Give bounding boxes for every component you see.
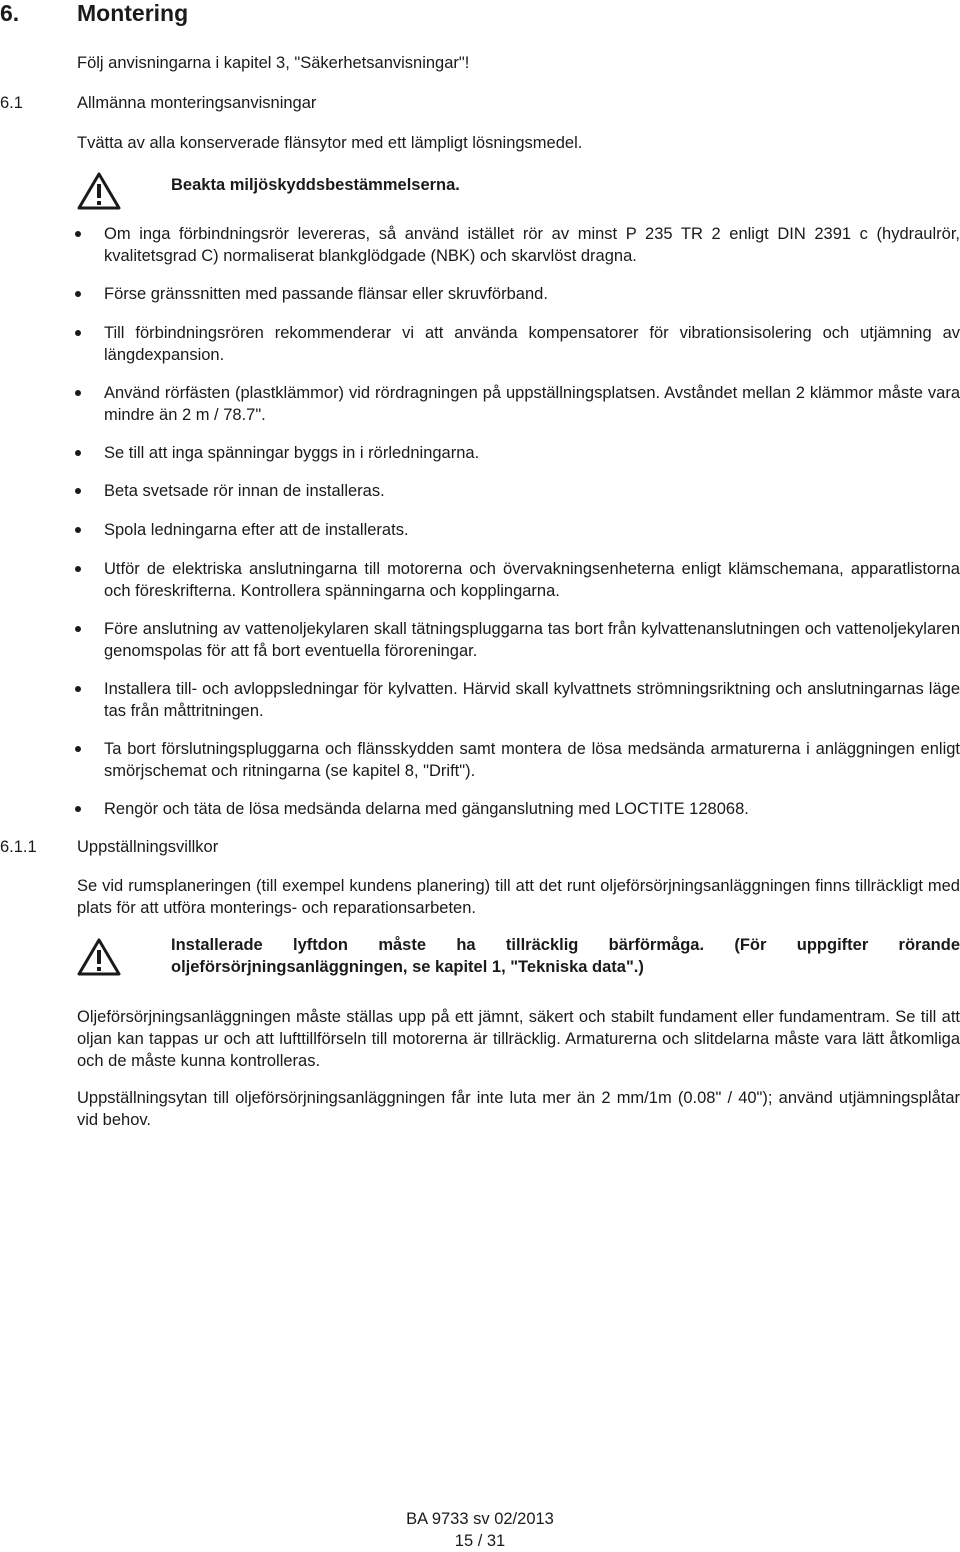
- intro-text: Följ anvisningarna i kapitel 3, "Säkerhetsanvisningar"!: [77, 54, 470, 72]
- footer-page-number: 15 / 31: [454, 1532, 506, 1550]
- list-item-text: Om inga förbindningsrör levereras, så använd istället rör av minst P 235 TR 2 enligt DIN 2391 c (hydraulrör, kvalitetsgrad C) normaliserat blankglödgade (NBK) och skarvlöst dragna.: [104, 225, 960, 265]
- bullet-icon: [75, 330, 81, 336]
- environment-warning: Beakta miljöskyddsbestämmelserna.: [171, 176, 460, 194]
- list-item-text: Förse gränssnitten med passande flänsar eller skruvförband.: [104, 285, 548, 303]
- bullet-icon: [75, 566, 81, 572]
- bullet-icon: [75, 746, 81, 752]
- setup-paragraph-3: Uppställningsytan till oljeförsörjningsanläggningen får inte luta mer än 2 mm/1m (0.08" / 40"); använd utjämningsplåtar vid behov.: [77, 1089, 960, 1129]
- section-6-1-1-title: Uppställningsvillkor: [77, 838, 219, 856]
- list-item-text: Se till att inga spänningar byggs in i rörledningarna.: [104, 444, 480, 462]
- chapter-number: 6.: [0, 0, 20, 26]
- footer-doc-id: BA 9733 sv 02/2013: [406, 1510, 554, 1528]
- list-item-text: Till förbindningsrören rekommenderar vi att använda kompensatorer för vibrationsisolering och utjämning av längdexpansion.: [104, 324, 960, 364]
- lifting-warning: Installerade lyftdon måste ha tillräcklig bärförmåga. (För uppgifter rörande oljeförsörjningsanläggningen, se kapitel 1, "Tekniska data".): [171, 936, 960, 976]
- list-item-text: Ta bort förslutningspluggarna och flänsskydden samt montera de lösa medsända armaturerna i anläggningen enligt smörjschemat och ritningarna (se kapitel 8, "Drift").: [104, 740, 960, 780]
- bullet-icon: [75, 450, 81, 456]
- bullet-icon: [75, 488, 81, 494]
- setup-paragraph-2: Oljeförsörjningsanläggningen måste ställas upp på ett jämnt, säkert och stabilt fundament eller fundamentram. Se till att oljan kan tappas ur och att lufttillförseln till motorerna är tillräcklig. Armaturerna och slitdelarna måste vara lätt åtkomliga och de måste kunna kontrolleras.: [77, 1008, 960, 1070]
- list-item-text: Rengör och täta de lösa medsända delarna med gänganslutning med LOCTITE 128068.: [104, 800, 749, 818]
- setup-paragraph-1: Se vid rumsplaneringen (till exempel kundens planering) till att det runt oljeförsörjningsanläggningen finns tillräckligt med plats för att utföra monterings- och reparationsarbeten.: [77, 877, 960, 917]
- list-item-text: Installera till- och avloppsledningar för kylvatten. Härvid skall kylvattnets strömningsriktning och anslutningarnas läge tas från måttritningen.: [104, 680, 960, 720]
- bullet-icon: [75, 291, 81, 297]
- list-item-text: Spola ledningarna efter att de installerats.: [104, 521, 409, 539]
- list-item-text: Före anslutning av vattenoljekylaren skall tätningspluggarna tas bort från kylvattenanslutningen och vattenoljekylaren genomspolas för att få bort eventuella föroreningar.: [104, 620, 960, 660]
- bullet-icon: [75, 686, 81, 692]
- list-item-text: Beta svetsade rör innan de installeras.: [104, 482, 385, 500]
- warning-triangle-icon: [77, 172, 121, 210]
- section-6-1-title: Allmänna monteringsanvisningar: [77, 94, 317, 112]
- section-6-1-text: Tvätta av alla konserverade flänsytor med ett lämpligt lösningsmedel.: [77, 134, 583, 152]
- list-item-text: Använd rörfästen (plastklämmor) vid rördragningen på uppställningsplatsen. Avståndet mellan 2 klämmor måste vara mindre än 2 m / 78.7".: [104, 384, 960, 424]
- section-6-1-1-number: 6.1.1: [0, 838, 37, 856]
- chapter-title: Montering: [77, 0, 189, 26]
- bullet-icon: [75, 390, 81, 396]
- bullet-icon: [75, 626, 81, 632]
- warning-triangle-icon: [77, 938, 121, 976]
- bullet-icon: [75, 806, 81, 812]
- bullet-icon: [75, 527, 81, 533]
- list-item-text: Utför de elektriska anslutningarna till motorerna och övervakningsenheterna enligt klämschemana, apparatlistorna och föreskrifterna. Kontrollera spänningarna och kopplingarna.: [104, 560, 960, 600]
- section-6-1-number: 6.1: [0, 94, 23, 112]
- bullet-icon: [75, 231, 81, 237]
